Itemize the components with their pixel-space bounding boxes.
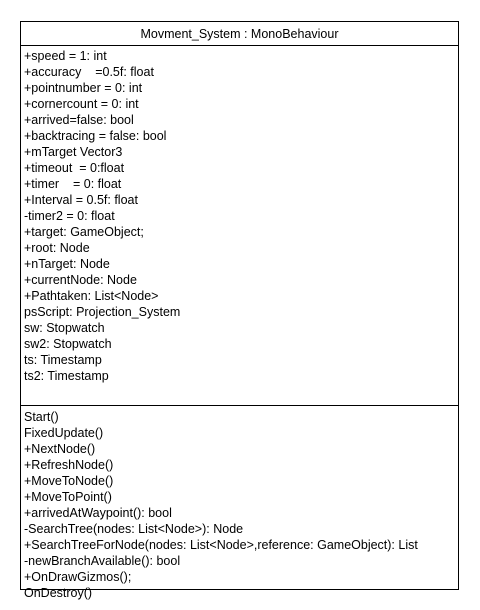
- operation-ondestroy: OnDestroy(): [24, 586, 93, 600]
- operation-start: Start(): [24, 410, 59, 424]
- operations-compartment: [21, 406, 458, 601]
- attribute-timer: +timer = 0: float: [24, 177, 122, 191]
- attribute-sw: sw: Stopwatch: [24, 321, 105, 335]
- operation-refreshnode: +RefreshNode(): [24, 458, 114, 472]
- attribute-timeout: +timeout = 0:float: [24, 161, 125, 175]
- attribute-mtarget: +mTarget Vector3: [24, 145, 123, 159]
- operation-searchtreefornode: +SearchTreeForNode(nodes: List<Node>,reference: GameObject): List: [24, 538, 418, 552]
- operation-ondrawgizmos: +OnDrawGizmos();: [24, 570, 132, 584]
- operation-nextnode: +NextNode(): [24, 442, 96, 456]
- operation-newbranchavailable: -newBranchAvailable(): bool: [24, 554, 181, 568]
- operation-movetopoint: +MoveToPoint(): [24, 490, 112, 504]
- attribute-target: +target: GameObject;: [24, 225, 144, 239]
- attribute-root: +root: Node: [24, 241, 90, 255]
- attribute-accuracy: +accuracy =0.5f: float: [24, 65, 154, 79]
- attribute-ntarget: +nTarget: Node: [24, 257, 110, 271]
- operation-searchtree: -SearchTree(nodes: List<Node>): Node: [24, 522, 244, 536]
- attribute-backtracing: +backtracing = false: bool: [24, 129, 167, 143]
- attribute-pathtaken: +Pathtaken: List<Node>: [24, 289, 159, 303]
- attribute-cornercount: +cornercount = 0: int: [24, 97, 139, 111]
- operation-arrivedatwaypoint: +arrivedAtWaypoint(): bool: [24, 506, 172, 520]
- attribute-psscript: psScript: Projection_System: [24, 305, 181, 319]
- uml-class-box: [20, 21, 459, 600]
- class-name: Movment_System : MonoBehaviour: [21, 22, 458, 46]
- attribute-pointnumber: +pointnumber = 0: int: [24, 81, 143, 95]
- operation-movetonode: +MoveToNode(): [24, 474, 114, 488]
- attribute-sw2: sw2: Stopwatch: [24, 337, 112, 351]
- attribute-interval: +Interval = 0.5f: float: [24, 193, 138, 207]
- attribute-timer2: -timer2 = 0: float: [24, 209, 115, 223]
- attribute-arrived: +arrived=false: bool: [24, 113, 134, 127]
- attributes-compartment: [21, 46, 458, 406]
- attribute-ts: ts: Timestamp: [24, 353, 102, 367]
- attribute-speed: +speed = 1: int: [24, 49, 107, 63]
- attribute-currentnode: +currentNode: Node: [24, 273, 137, 287]
- attribute-ts2: ts2: Timestamp: [24, 369, 109, 383]
- operation-fixedupdate: FixedUpdate(): [24, 426, 104, 440]
